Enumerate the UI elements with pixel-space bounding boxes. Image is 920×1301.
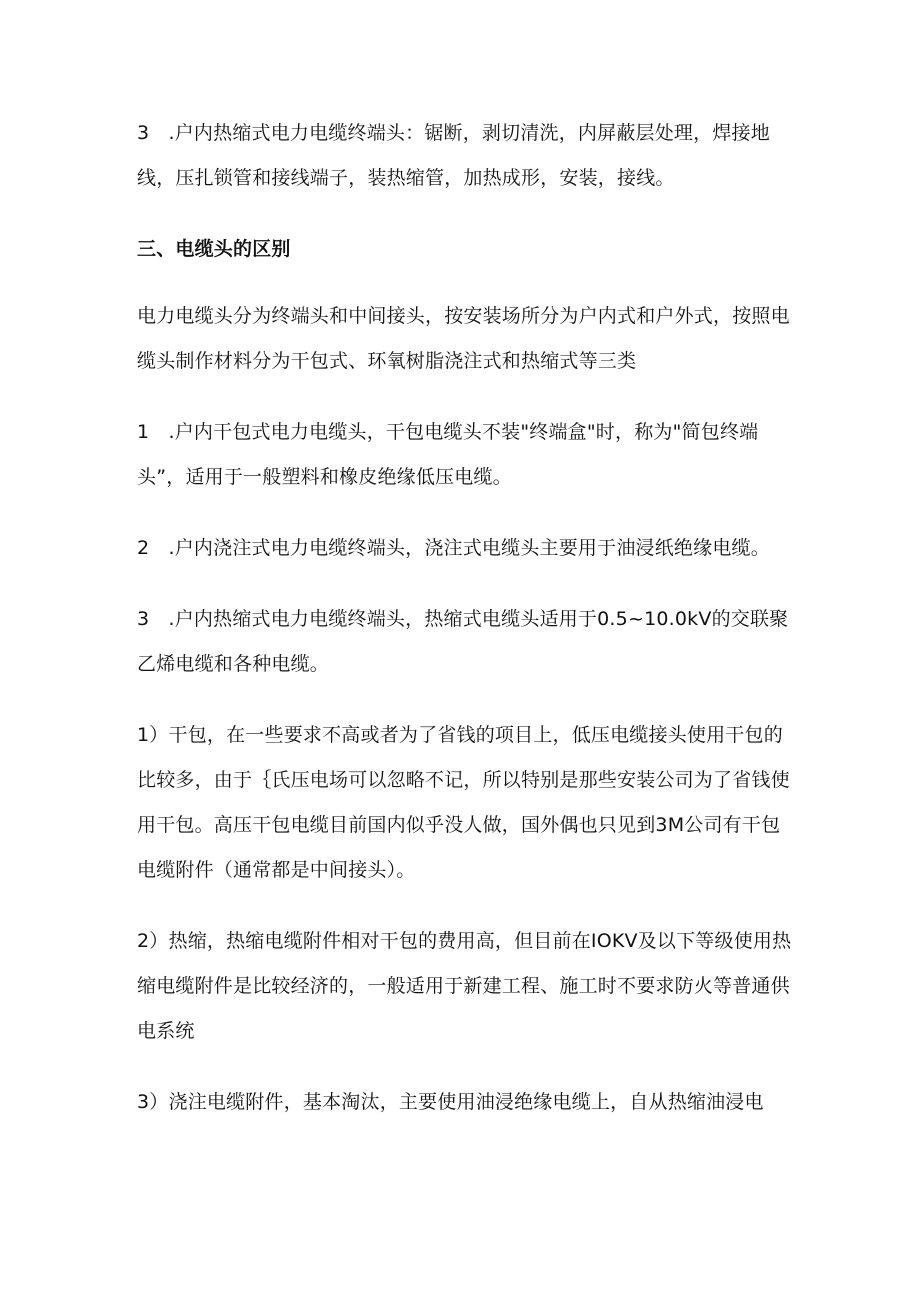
paragraph-note-3-cast: 3）浇注电缆附件，基本淘汰，主要使用油浸绝缘电缆上，自从热缩油浸电 xyxy=(137,1091,764,1113)
paragraph-cable-head-classification: 电力电缆头分为终端头和中间接头，按安装场所分为户内式和户外式，按照电缆头制作材料分为干包式、环氧树脂浇注式和热缩式等三类 xyxy=(137,305,790,372)
section-heading-cable-head-differences: 三、电缆头的区别 xyxy=(137,238,291,260)
paragraph-item-2-cast: 2 .户内浇注式电力电缆终端头，浇注式电缆头主要用于油浸纸绝缘电缆。 xyxy=(137,537,770,559)
paragraph-note-1-dry-wrap: 1）干包，在一些要求不高或者为了省钱的项目上，低压电缆接头使用干包的比较多，由于｛氏压电场可以忽略不记，所以特别是那些安装公司为了省钱使用干包。高压干包电缆目前国内似乎没人做，国外偶也只见到3M公司有干包电缆附件（通常都是中间接头）。 xyxy=(137,724,790,881)
paragraph-item-1-dry-wrap: 1 .户内干包式电力电缆头，干包电缆头不装"终端盒"时，称为"简包终端头”，适用于一般塑料和橡皮绝缘低压电缆。 xyxy=(137,421,759,488)
paragraph-step-3-heat-shrink-terminal: 3 .户内热缩式电力电缆终端头：锯断，剥切清洗，内屏蔽层处理，焊接地线，压扎锁管和接线端子，装热缩管，加热成形，安装，接线。 xyxy=(137,122,770,189)
paragraph-note-2-heat-shrink: 2）热缩，热缩电缆附件相对干包的费用高，但目前在IOKV及以下等级使用热缩电缆附件是比较经济的，一般适用于新建工程、施工时不要求防火等普通供电系统 xyxy=(137,930,792,1042)
document-body xyxy=(137,111,797,1151)
paragraph-item-3-heat-shrink: 3 .户内热缩式电力电缆终端头，热缩式电缆头适用于0.5~10.0kV的交联聚乙烯电缆和各种电缆。 xyxy=(137,608,789,675)
